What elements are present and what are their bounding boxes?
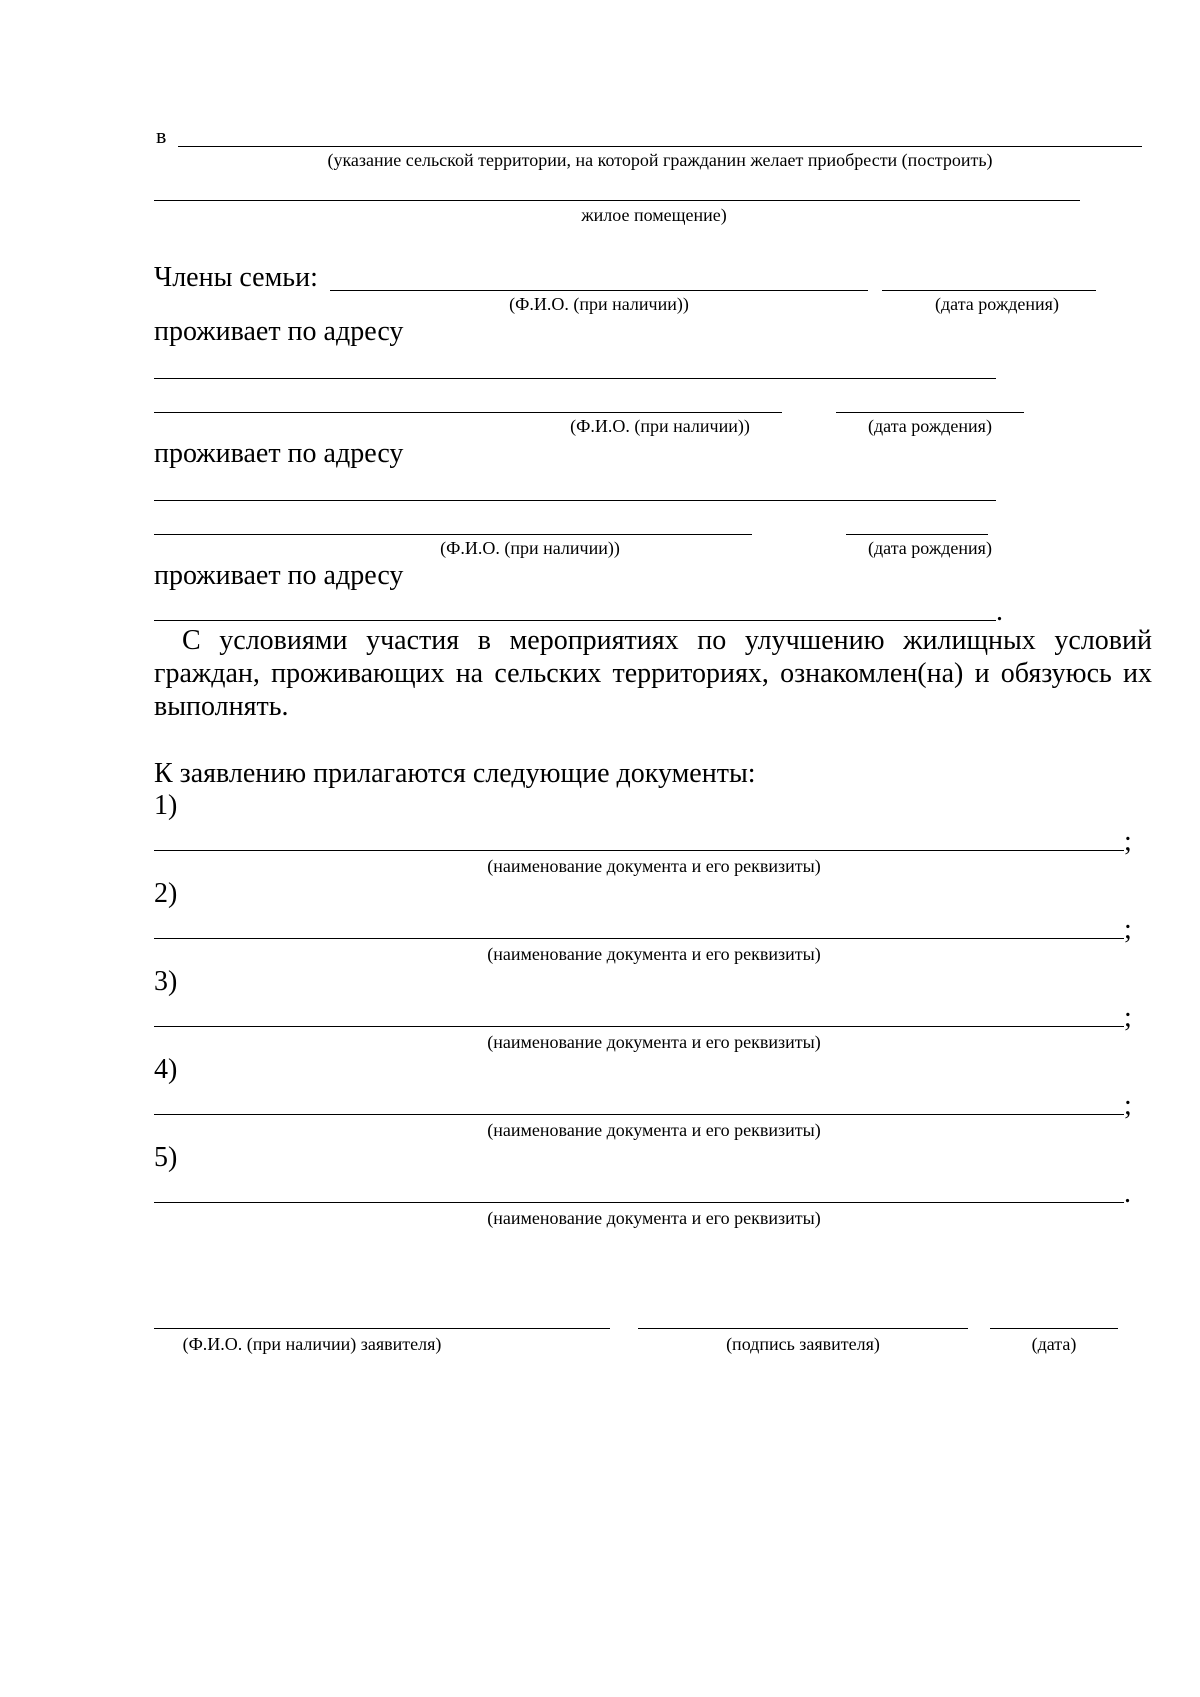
document-3-end: ; xyxy=(1124,1002,1132,1033)
territory-line-1[interactable] xyxy=(178,146,1142,147)
applicant-fio-caption: (Ф.И.О. (при наличии) заявителя) xyxy=(182,1334,442,1354)
applicant-date-caption: (дата) xyxy=(1031,1334,1077,1354)
member-1-address-label: проживает по адресу xyxy=(154,316,404,347)
member-3-fio-caption: (Ф.И.О. (при наличии)) xyxy=(440,538,620,558)
document-1-end: ; xyxy=(1124,826,1132,857)
member-2-fio-caption: (Ф.И.О. (при наличии)) xyxy=(570,416,750,436)
document-5-number: 5) xyxy=(154,1142,178,1173)
document-3-line[interactable] xyxy=(154,1026,1124,1027)
member-3-address-line[interactable] xyxy=(154,620,996,621)
document-4-caption: (наименование документа и его реквизиты) xyxy=(487,1120,821,1140)
territory-line-2[interactable] xyxy=(154,200,1080,201)
member-3-birth-line[interactable] xyxy=(846,534,988,535)
document-4-number: 4) xyxy=(154,1054,178,1085)
document-2-caption: (наименование документа и его реквизиты) xyxy=(487,944,821,964)
member-3-address-end: . xyxy=(996,596,1003,627)
document-2-end: ; xyxy=(1124,914,1132,945)
member-2-birth-line[interactable] xyxy=(836,412,1024,413)
territory-caption-2: жилое помещение) xyxy=(581,205,727,225)
member-3-fio-line[interactable] xyxy=(154,534,752,535)
document-2-number: 2) xyxy=(154,878,178,909)
member-1-address-line[interactable] xyxy=(154,378,996,379)
applicant-signature-caption: (подпись заявителя) xyxy=(726,1334,880,1354)
document-1-line[interactable] xyxy=(154,850,1124,851)
applicant-fio-line[interactable] xyxy=(154,1328,610,1329)
document-5-caption: (наименование документа и его реквизиты) xyxy=(487,1208,821,1228)
document-3-caption: (наименование документа и его реквизиты) xyxy=(487,1032,821,1052)
member-2-address-label: проживает по адресу xyxy=(154,438,404,469)
territory-prefix: в xyxy=(156,123,167,148)
family-heading: Члены семьи: xyxy=(154,262,318,293)
member-2-fio-line[interactable] xyxy=(154,412,782,413)
consent-paragraph: С условиями участия в мероприятиях по улучшению жилищных условий граждан, проживающих на сельских территориях, ознакомлен(на) и обязуюсь их выполнять. xyxy=(154,625,1152,722)
document-1-number: 1) xyxy=(154,790,178,821)
applicant-signature-line[interactable] xyxy=(638,1328,968,1329)
applicant-date-line[interactable] xyxy=(990,1328,1118,1329)
document-5-end: . xyxy=(1124,1178,1131,1209)
member-3-birth-caption: (дата рождения) xyxy=(868,538,992,558)
member-2-address-line[interactable] xyxy=(154,500,996,501)
documents-heading: К заявлению прилагаются следующие документы: xyxy=(154,758,756,789)
document-2-line[interactable] xyxy=(154,938,1124,939)
document-3-number: 3) xyxy=(154,966,178,997)
member-3-address-label: проживает по адресу xyxy=(154,560,404,591)
document-5-line[interactable] xyxy=(154,1202,1124,1203)
territory-caption-1: (указание сельской территории, на которой гражданин желает приобрести (построить) xyxy=(327,150,993,170)
member-1-fio-caption: (Ф.И.О. (при наличии)) xyxy=(509,294,689,314)
document-4-end: ; xyxy=(1124,1090,1132,1121)
member-1-birth-caption: (дата рождения) xyxy=(935,294,1059,314)
document-4-line[interactable] xyxy=(154,1114,1124,1115)
member-1-fio-line[interactable] xyxy=(330,290,868,291)
member-1-birth-line[interactable] xyxy=(882,290,1096,291)
document-1-caption: (наименование документа и его реквизиты) xyxy=(487,856,821,876)
member-2-birth-caption: (дата рождения) xyxy=(868,416,992,436)
